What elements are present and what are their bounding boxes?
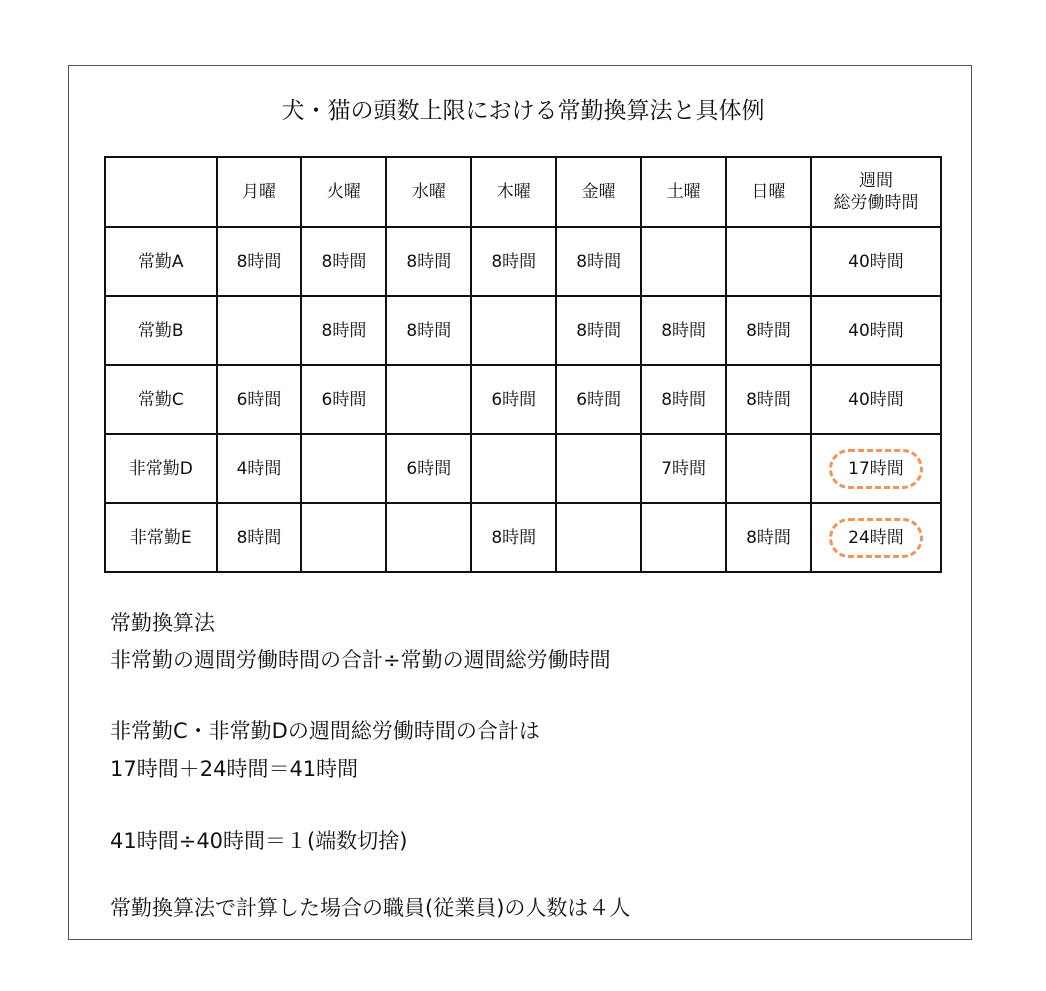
highlighted-total: 24時間 <box>829 518 923 558</box>
cell-sunday: 8時間 <box>726 365 811 434</box>
cell-monday: 8時間 <box>217 503 302 572</box>
cell-tuesday: 8時間 <box>301 296 386 365</box>
cell-friday <box>556 503 641 572</box>
cell-sunday: 8時間 <box>726 296 811 365</box>
row-label: 常勤A <box>105 227 217 296</box>
cell-thursday: 8時間 <box>471 227 556 296</box>
cell-friday: 6時間 <box>556 365 641 434</box>
cell-saturday <box>641 503 726 572</box>
cell-wednesday: 8時間 <box>386 227 471 296</box>
header-monday: 月曜 <box>217 157 302 227</box>
header-tuesday: 火曜 <box>301 157 386 227</box>
table-row <box>105 227 941 296</box>
cell-friday: 8時間 <box>556 296 641 365</box>
table-row <box>105 503 941 572</box>
example-conclusion: 常勤換算法で計算した場合の職員(従業員)の人数は４人 <box>110 896 631 920</box>
example-sum-label: 非常勤C・非常勤Dの週間総労働時間の合計は <box>110 719 540 743</box>
cell-thursday: 8時間 <box>471 503 556 572</box>
page-title: 犬・猫の頭数上限における常勤換算法と具体例 <box>281 98 765 124</box>
method-heading: 常勤換算法 <box>110 611 215 635</box>
header-wednesday: 水曜 <box>386 157 471 227</box>
header-saturday: 土曜 <box>641 157 726 227</box>
cell-tuesday: 6時間 <box>301 365 386 434</box>
cell-sunday: 8時間 <box>726 503 811 572</box>
cell-tuesday <box>301 503 386 572</box>
cell-saturday: 8時間 <box>641 365 726 434</box>
row-label: 非常勤E <box>105 503 217 572</box>
cell-monday <box>217 296 302 365</box>
table-row <box>105 296 941 365</box>
row-label: 非常勤D <box>105 434 217 503</box>
cell-sunday <box>726 227 811 296</box>
row-label: 常勤C <box>105 365 217 434</box>
cell-wednesday: 6時間 <box>386 434 471 503</box>
header-weekly-total-line1: 週間 <box>858 171 893 191</box>
table-row <box>105 365 941 434</box>
header-corner <box>105 157 217 227</box>
cell-wednesday <box>386 365 471 434</box>
cell-saturday <box>641 227 726 296</box>
method-formula: 非常勤の週間労働時間の合計÷常勤の週間総労働時間 <box>110 648 611 672</box>
highlighted-total: 17時間 <box>829 449 923 489</box>
example-division: 41時間÷40時間＝１(端数切捨) <box>110 829 408 853</box>
cell-wednesday: 8時間 <box>386 296 471 365</box>
cell-friday <box>556 434 641 503</box>
cell-wednesday <box>386 503 471 572</box>
work-hours-table <box>104 156 942 573</box>
cell-weekly-total <box>811 434 941 503</box>
cell-monday: 4時間 <box>217 434 302 503</box>
header-thursday: 木曜 <box>471 157 556 227</box>
cell-monday: 8時間 <box>217 227 302 296</box>
cell-monday: 6時間 <box>217 365 302 434</box>
cell-weekly-total: 40時間 <box>811 365 941 434</box>
header-weekly-total-line2: 総労働時間 <box>833 193 919 213</box>
cell-weekly-total <box>811 503 941 572</box>
cell-thursday <box>471 434 556 503</box>
table-header-row <box>105 157 941 227</box>
table-row <box>105 434 941 503</box>
header-weekly-total <box>811 157 941 227</box>
cell-thursday <box>471 296 556 365</box>
cell-friday: 8時間 <box>556 227 641 296</box>
cell-weekly-total: 40時間 <box>811 296 941 365</box>
cell-tuesday: 8時間 <box>301 227 386 296</box>
example-sum: 17時間＋24時間＝41時間 <box>110 757 359 781</box>
cell-thursday: 6時間 <box>471 365 556 434</box>
cell-sunday <box>726 434 811 503</box>
cell-weekly-total: 40時間 <box>811 227 941 296</box>
cell-saturday: 8時間 <box>641 296 726 365</box>
header-sunday: 日曜 <box>726 157 811 227</box>
header-friday: 金曜 <box>556 157 641 227</box>
row-label: 常勤B <box>105 296 217 365</box>
cell-tuesday <box>301 434 386 503</box>
cell-saturday: 7時間 <box>641 434 726 503</box>
